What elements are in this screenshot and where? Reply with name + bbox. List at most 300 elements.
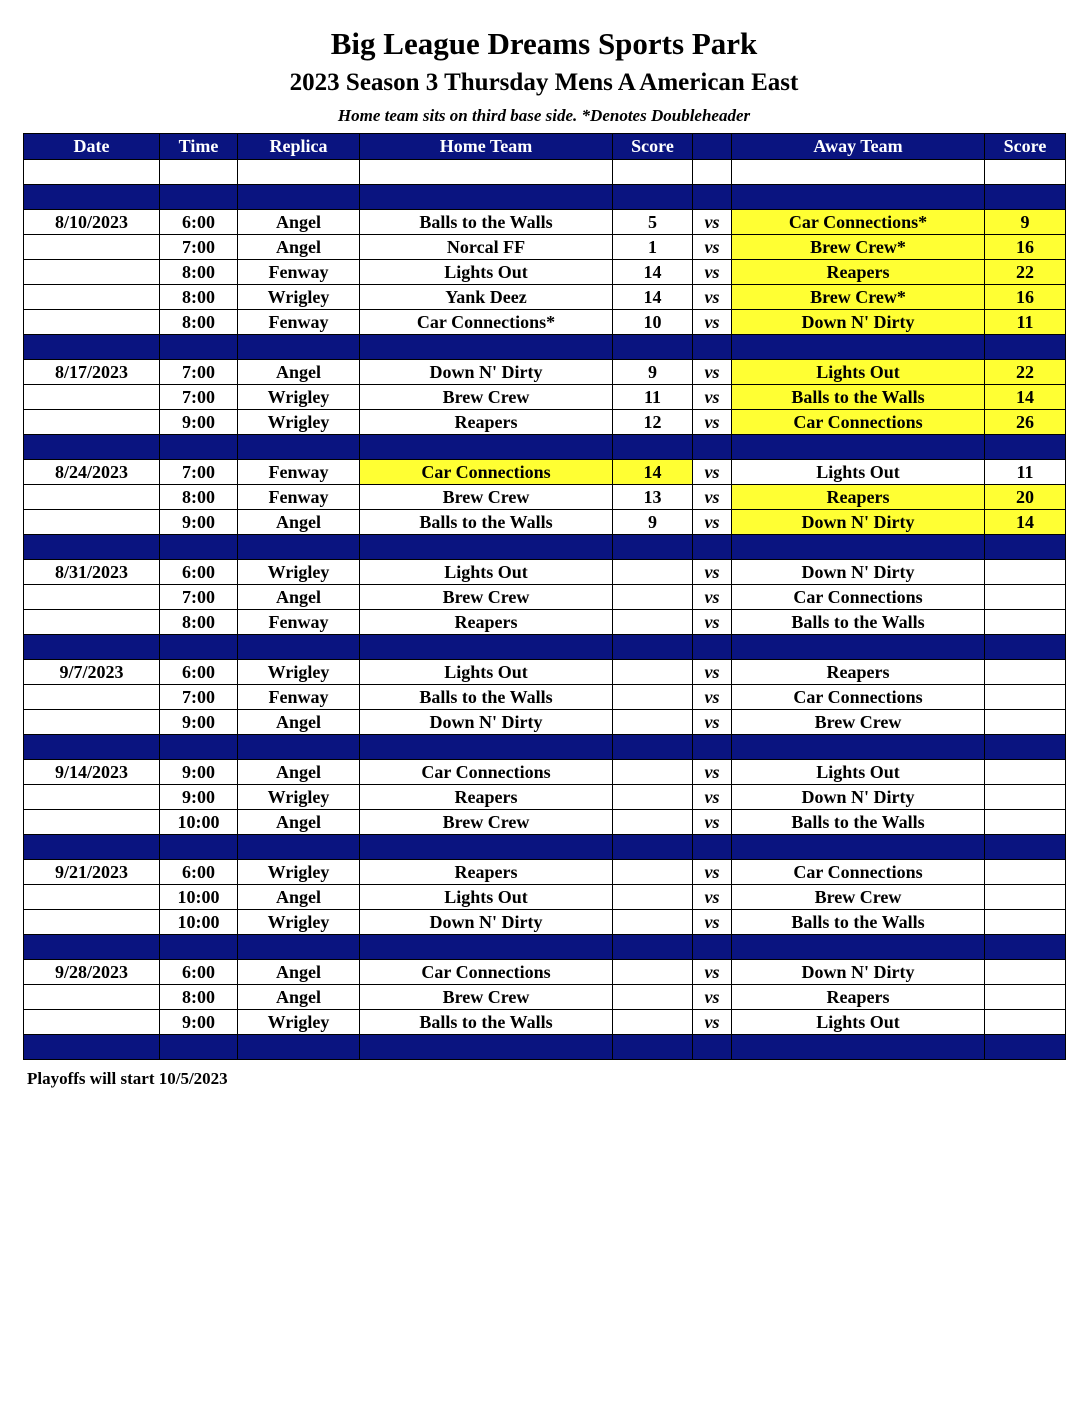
cell-time: 6:00 xyxy=(160,210,238,235)
cell-date xyxy=(24,985,160,1010)
cell-away-team: Lights Out xyxy=(732,1010,985,1035)
cell-home-score xyxy=(613,810,693,835)
cell-home-score xyxy=(613,735,693,760)
cell-away-team: Brew Crew* xyxy=(732,285,985,310)
col-header-replica: Replica xyxy=(238,134,360,160)
cell-date xyxy=(24,1010,160,1035)
cell-replica xyxy=(238,160,360,185)
cell-date xyxy=(24,785,160,810)
cell-time xyxy=(160,735,238,760)
cell-vs xyxy=(693,160,732,185)
cell-vs: vs xyxy=(693,235,732,260)
table-row xyxy=(24,610,1066,635)
table-row xyxy=(24,760,1066,785)
cell-vs: vs xyxy=(693,810,732,835)
cell-time: 7:00 xyxy=(160,685,238,710)
table-row xyxy=(24,285,1066,310)
cell-vs xyxy=(693,735,732,760)
cell-away-team: Car Connections xyxy=(732,410,985,435)
separator-row xyxy=(24,535,1066,560)
cell-away-score xyxy=(985,435,1066,460)
cell-away-score xyxy=(985,535,1066,560)
cell-replica: Angel xyxy=(238,985,360,1010)
cell-vs: vs xyxy=(693,885,732,910)
cell-replica: Fenway xyxy=(238,260,360,285)
cell-vs: vs xyxy=(693,385,732,410)
cell-home-score xyxy=(613,585,693,610)
cell-away-score xyxy=(985,985,1066,1010)
cell-date xyxy=(24,810,160,835)
cell-home-team: Brew Crew xyxy=(360,810,613,835)
cell-time xyxy=(160,435,238,460)
cell-home-team xyxy=(360,335,613,360)
cell-away-score xyxy=(985,910,1066,935)
cell-away-team xyxy=(732,635,985,660)
cell-home-team: Balls to the Walls xyxy=(360,510,613,535)
cell-home-score xyxy=(613,1010,693,1035)
cell-time: 9:00 xyxy=(160,760,238,785)
cell-vs xyxy=(693,1035,732,1060)
cell-away-team: Down N' Dirty xyxy=(732,560,985,585)
cell-vs: vs xyxy=(693,560,732,585)
cell-away-team: Reapers xyxy=(732,260,985,285)
cell-home-team: Reapers xyxy=(360,785,613,810)
cell-home-team xyxy=(360,160,613,185)
table-row xyxy=(24,235,1066,260)
cell-away-team xyxy=(732,335,985,360)
cell-away-score xyxy=(985,835,1066,860)
schedule-body xyxy=(24,160,1066,1060)
cell-away-team: Lights Out xyxy=(732,760,985,785)
separator-row xyxy=(24,835,1066,860)
cell-away-score: 22 xyxy=(985,360,1066,385)
cell-away-team xyxy=(732,835,985,860)
cell-date xyxy=(24,610,160,635)
cell-replica xyxy=(238,335,360,360)
cell-home-score: 14 xyxy=(613,285,693,310)
cell-home-score: 9 xyxy=(613,510,693,535)
cell-replica xyxy=(238,635,360,660)
cell-home-score xyxy=(613,885,693,910)
separator-row xyxy=(24,635,1066,660)
cell-away-score xyxy=(985,610,1066,635)
cell-time xyxy=(160,835,238,860)
cell-replica xyxy=(238,735,360,760)
cell-date xyxy=(24,285,160,310)
cell-away-team: Brew Crew* xyxy=(732,235,985,260)
table-row xyxy=(24,910,1066,935)
cell-away-team xyxy=(732,185,985,210)
cell-time: 9:00 xyxy=(160,510,238,535)
cell-vs: vs xyxy=(693,860,732,885)
table-row xyxy=(24,960,1066,985)
page-subtitle: 2023 Season 3 Thursday Mens A American East xyxy=(289,69,799,96)
cell-home-score xyxy=(613,1035,693,1060)
cell-replica xyxy=(238,835,360,860)
cell-date xyxy=(24,535,160,560)
cell-away-team: Balls to the Walls xyxy=(732,385,985,410)
cell-date xyxy=(24,885,160,910)
cell-away-score xyxy=(985,1035,1066,1060)
cell-away-score xyxy=(985,560,1066,585)
cell-away-score: 16 xyxy=(985,285,1066,310)
cell-away-score xyxy=(985,935,1066,960)
cell-away-score xyxy=(985,660,1066,685)
cell-home-team: Balls to the Walls xyxy=(360,210,613,235)
cell-date xyxy=(24,485,160,510)
cell-home-team: Brew Crew xyxy=(360,985,613,1010)
cell-time: 7:00 xyxy=(160,235,238,260)
cell-vs: vs xyxy=(693,410,732,435)
cell-date: 9/7/2023 xyxy=(24,660,160,685)
cell-away-team: Down N' Dirty xyxy=(732,310,985,335)
separator-row xyxy=(24,185,1066,210)
cell-time: 8:00 xyxy=(160,985,238,1010)
cell-vs: vs xyxy=(693,760,732,785)
cell-away-score xyxy=(985,185,1066,210)
cell-home-team: Down N' Dirty xyxy=(360,710,613,735)
cell-date: 8/10/2023 xyxy=(24,210,160,235)
cell-home-score xyxy=(613,860,693,885)
cell-vs xyxy=(693,935,732,960)
cell-home-team xyxy=(360,535,613,560)
cell-home-score xyxy=(613,710,693,735)
cell-time: 8:00 xyxy=(160,610,238,635)
cell-date xyxy=(24,185,160,210)
cell-vs: vs xyxy=(693,310,732,335)
cell-home-team: Brew Crew xyxy=(360,385,613,410)
cell-date xyxy=(24,585,160,610)
cell-replica: Fenway xyxy=(238,610,360,635)
cell-vs: vs xyxy=(693,985,732,1010)
cell-home-team xyxy=(360,635,613,660)
cell-home-team: Down N' Dirty xyxy=(360,910,613,935)
table-row xyxy=(24,660,1066,685)
table-row xyxy=(24,510,1066,535)
cell-home-team: Reapers xyxy=(360,610,613,635)
col-header-away-team: Away Team xyxy=(732,134,985,160)
cell-away-team: Car Connections xyxy=(732,685,985,710)
cell-home-team: Car Connections* xyxy=(360,310,613,335)
cell-away-team xyxy=(732,1035,985,1060)
cell-home-score xyxy=(613,910,693,935)
cell-replica: Wrigley xyxy=(238,785,360,810)
cell-away-score: 16 xyxy=(985,235,1066,260)
cell-time xyxy=(160,535,238,560)
cell-away-team: Down N' Dirty xyxy=(732,785,985,810)
cell-replica: Wrigley xyxy=(238,860,360,885)
separator-row xyxy=(24,335,1066,360)
cell-home-team: Lights Out xyxy=(360,260,613,285)
cell-home-team: Norcal FF xyxy=(360,235,613,260)
table-row xyxy=(24,485,1066,510)
cell-away-team xyxy=(732,935,985,960)
cell-replica xyxy=(238,435,360,460)
cell-time xyxy=(160,635,238,660)
cell-home-team xyxy=(360,435,613,460)
cell-away-team: Reapers xyxy=(732,485,985,510)
cell-date: 9/28/2023 xyxy=(24,960,160,985)
cell-home-score xyxy=(613,610,693,635)
cell-date: 8/31/2023 xyxy=(24,560,160,585)
cell-replica: Angel xyxy=(238,960,360,985)
schedule-table xyxy=(23,133,1066,1060)
cell-replica: Angel xyxy=(238,760,360,785)
cell-date: 8/24/2023 xyxy=(24,460,160,485)
cell-home-score xyxy=(613,685,693,710)
cell-vs: vs xyxy=(693,210,732,235)
cell-away-score xyxy=(985,1010,1066,1035)
cell-vs: vs xyxy=(693,485,732,510)
cell-replica: Wrigley xyxy=(238,560,360,585)
cell-away-score xyxy=(985,760,1066,785)
table-row xyxy=(24,985,1066,1010)
cell-away-team: Brew Crew xyxy=(732,885,985,910)
cell-replica: Wrigley xyxy=(238,285,360,310)
page-title: Big League Dreams Sports Park xyxy=(330,26,758,61)
separator-row xyxy=(24,935,1066,960)
cell-vs: vs xyxy=(693,260,732,285)
cell-away-team: Car Connections xyxy=(732,585,985,610)
col-header-home-team: Home Team xyxy=(360,134,613,160)
table-row xyxy=(24,260,1066,285)
col-header-date: Date xyxy=(24,134,160,160)
cell-away-team: Balls to the Walls xyxy=(732,610,985,635)
cell-home-score xyxy=(613,985,693,1010)
cell-replica: Angel xyxy=(238,810,360,835)
cell-replica: Fenway xyxy=(238,685,360,710)
table-row xyxy=(24,710,1066,735)
cell-vs xyxy=(693,435,732,460)
cell-away-score xyxy=(985,735,1066,760)
cell-away-score: 20 xyxy=(985,485,1066,510)
cell-home-team xyxy=(360,735,613,760)
cell-home-score xyxy=(613,785,693,810)
cell-date xyxy=(24,235,160,260)
cell-time: 6:00 xyxy=(160,960,238,985)
cell-home-score: 9 xyxy=(613,360,693,385)
cell-home-score: 14 xyxy=(613,260,693,285)
cell-away-team: Car Connections* xyxy=(732,210,985,235)
cell-date xyxy=(24,335,160,360)
cell-away-score xyxy=(985,585,1066,610)
separator-row xyxy=(24,1035,1066,1060)
cell-date xyxy=(24,910,160,935)
cell-away-team: Reapers xyxy=(732,660,985,685)
cell-home-score: 12 xyxy=(613,410,693,435)
cell-time xyxy=(160,935,238,960)
cell-time: 10:00 xyxy=(160,910,238,935)
playoffs-note: Playoffs will start 10/5/2023 xyxy=(27,1069,228,1088)
cell-date xyxy=(24,410,160,435)
cell-vs: vs xyxy=(693,660,732,685)
cell-replica: Fenway xyxy=(238,460,360,485)
cell-date xyxy=(24,935,160,960)
cell-date xyxy=(24,635,160,660)
cell-home-score xyxy=(613,535,693,560)
cell-home-score: 11 xyxy=(613,385,693,410)
table-row xyxy=(24,585,1066,610)
cell-time: 8:00 xyxy=(160,485,238,510)
cell-vs: vs xyxy=(693,710,732,735)
cell-home-team xyxy=(360,185,613,210)
cell-home-score xyxy=(613,760,693,785)
cell-home-score xyxy=(613,835,693,860)
cell-away-score xyxy=(985,860,1066,885)
cell-away-team xyxy=(732,735,985,760)
cell-home-team: Brew Crew xyxy=(360,585,613,610)
cell-time xyxy=(160,160,238,185)
cell-away-score: 9 xyxy=(985,210,1066,235)
cell-replica: Wrigley xyxy=(238,1010,360,1035)
cell-home-team: Lights Out xyxy=(360,885,613,910)
cell-time: 10:00 xyxy=(160,810,238,835)
cell-home-score: 5 xyxy=(613,210,693,235)
cell-time: 7:00 xyxy=(160,360,238,385)
blank-row xyxy=(24,160,1066,185)
cell-home-team: Down N' Dirty xyxy=(360,360,613,385)
cell-time: 8:00 xyxy=(160,285,238,310)
cell-home-team: Lights Out xyxy=(360,560,613,585)
table-row xyxy=(24,310,1066,335)
cell-replica: Wrigley xyxy=(238,385,360,410)
cell-away-team: Brew Crew xyxy=(732,710,985,735)
cell-vs: vs xyxy=(693,960,732,985)
cell-date xyxy=(24,260,160,285)
table-row xyxy=(24,210,1066,235)
cell-home-team: Brew Crew xyxy=(360,485,613,510)
cell-time: 9:00 xyxy=(160,410,238,435)
cell-away-team: Down N' Dirty xyxy=(732,960,985,985)
cell-home-score xyxy=(613,935,693,960)
cell-date: 8/17/2023 xyxy=(24,360,160,385)
cell-away-score: 11 xyxy=(985,460,1066,485)
col-header-vs xyxy=(693,134,732,160)
cell-time xyxy=(160,335,238,360)
cell-away-score xyxy=(985,960,1066,985)
cell-away-score xyxy=(985,335,1066,360)
table-row xyxy=(24,885,1066,910)
cell-time: 9:00 xyxy=(160,785,238,810)
cell-date xyxy=(24,735,160,760)
cell-vs xyxy=(693,185,732,210)
cell-date xyxy=(24,710,160,735)
cell-away-score: 26 xyxy=(985,410,1066,435)
cell-home-team: Lights Out xyxy=(360,660,613,685)
cell-replica: Wrigley xyxy=(238,910,360,935)
table-row xyxy=(24,860,1066,885)
cell-time: 7:00 xyxy=(160,385,238,410)
cell-away-team: Balls to the Walls xyxy=(732,910,985,935)
separator-row xyxy=(24,735,1066,760)
cell-replica: Angel xyxy=(238,585,360,610)
cell-away-score xyxy=(985,810,1066,835)
cell-date xyxy=(24,385,160,410)
cell-replica: Angel xyxy=(238,360,360,385)
table-row xyxy=(24,810,1066,835)
cell-time: 8:00 xyxy=(160,260,238,285)
cell-home-team xyxy=(360,1035,613,1060)
cell-away-score xyxy=(985,160,1066,185)
cell-replica: Wrigley xyxy=(238,660,360,685)
cell-date xyxy=(24,310,160,335)
cell-vs: vs xyxy=(693,460,732,485)
cell-home-score xyxy=(613,660,693,685)
cell-away-score: 14 xyxy=(985,510,1066,535)
cell-replica: Angel xyxy=(238,510,360,535)
cell-home-team xyxy=(360,935,613,960)
cell-date xyxy=(24,510,160,535)
cell-replica: Angel xyxy=(238,210,360,235)
separator-row xyxy=(24,435,1066,460)
cell-time: 6:00 xyxy=(160,560,238,585)
table-header-row xyxy=(24,134,1066,160)
cell-home-score xyxy=(613,635,693,660)
cell-away-team: Down N' Dirty xyxy=(732,510,985,535)
cell-vs xyxy=(693,635,732,660)
header-note: Home team sits on third base side. *Denotes Doubleheader xyxy=(337,106,751,125)
cell-time xyxy=(160,1035,238,1060)
table-row xyxy=(24,410,1066,435)
cell-away-team xyxy=(732,435,985,460)
cell-away-team: Balls to the Walls xyxy=(732,810,985,835)
cell-home-score: 10 xyxy=(613,310,693,335)
cell-away-score xyxy=(985,710,1066,735)
cell-time: 9:00 xyxy=(160,710,238,735)
cell-replica: Fenway xyxy=(238,485,360,510)
cell-date xyxy=(24,1035,160,1060)
table-row xyxy=(24,685,1066,710)
cell-date xyxy=(24,160,160,185)
cell-home-team: Reapers xyxy=(360,860,613,885)
table-row xyxy=(24,460,1066,485)
cell-time: 7:00 xyxy=(160,460,238,485)
cell-away-score xyxy=(985,785,1066,810)
cell-home-score xyxy=(613,185,693,210)
cell-home-team: Balls to the Walls xyxy=(360,685,613,710)
cell-vs xyxy=(693,835,732,860)
cell-vs: vs xyxy=(693,785,732,810)
cell-home-score xyxy=(613,335,693,360)
cell-vs: vs xyxy=(693,910,732,935)
cell-away-score xyxy=(985,885,1066,910)
table-row xyxy=(24,560,1066,585)
cell-home-score: 14 xyxy=(613,460,693,485)
cell-replica: Angel xyxy=(238,710,360,735)
cell-home-team: Reapers xyxy=(360,410,613,435)
cell-home-team xyxy=(360,835,613,860)
col-header-home-score: Score xyxy=(613,134,693,160)
cell-home-team: Yank Deez xyxy=(360,285,613,310)
cell-vs: vs xyxy=(693,360,732,385)
cell-date: 9/21/2023 xyxy=(24,860,160,885)
cell-time: 9:00 xyxy=(160,1010,238,1035)
cell-away-team xyxy=(732,160,985,185)
cell-date: 9/14/2023 xyxy=(24,760,160,785)
cell-home-team: Balls to the Walls xyxy=(360,1010,613,1035)
table-row xyxy=(24,360,1066,385)
table-row xyxy=(24,1010,1066,1035)
col-header-time: Time xyxy=(160,134,238,160)
cell-date xyxy=(24,435,160,460)
cell-vs: vs xyxy=(693,685,732,710)
cell-away-team: Car Connections xyxy=(732,860,985,885)
cell-replica: Angel xyxy=(238,885,360,910)
cell-home-team: Car Connections xyxy=(360,460,613,485)
cell-vs: vs xyxy=(693,1010,732,1035)
col-header-away-score: Score xyxy=(985,134,1066,160)
cell-replica xyxy=(238,185,360,210)
